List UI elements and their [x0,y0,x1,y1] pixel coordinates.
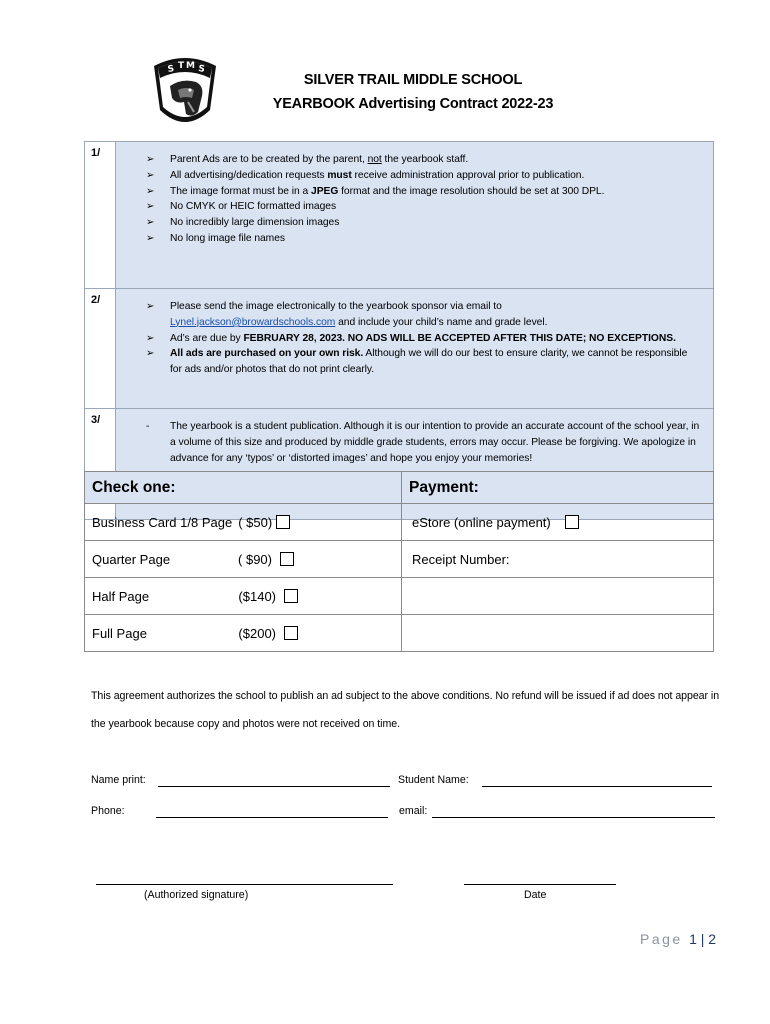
quarter-page-checkbox[interactable] [280,552,294,566]
dash-bullet: - [146,421,150,432]
page-number: Page 1 | 2 [640,931,717,947]
option-quarter-page[interactable] [85,541,402,578]
phone-label: Phone: [91,805,125,817]
list-item: ➢ All ads are purchased on your own risk. Although we will do our best to ensure clarity, we cannot be responsible for ads and/or photos that do not print clearly. [146,348,688,376]
option-label: Business Card 1/8 Page [92,514,233,530]
section-number: 2/ [85,289,116,409]
list-item: ➢ No incredibly large dimension images [170,215,701,231]
arrow-bullet-icon: ➢ [146,185,155,197]
option-price: ($200) [238,625,276,641]
svg-text:M: M [186,61,195,71]
option-label: Half Page [92,588,150,604]
svg-text:S: S [197,64,206,75]
check-one-header: Check one: [85,472,402,504]
authorized-signature-caption: (Authorized signature) [144,889,249,901]
payment-blank-cell [402,578,714,615]
rules-section-2 [85,289,714,409]
option-half-page[interactable] [85,578,402,615]
section-number: 3/ [85,409,116,520]
date-caption: Date [524,889,547,901]
estore-checkbox[interactable] [565,515,579,529]
svg-text:S: S [167,64,175,75]
ad-selection-table [84,471,714,652]
option-price: ( $90) [238,551,272,567]
school-name: SILVER TRAIL MIDDLE SCHOOL [303,72,523,88]
half-page-checkbox[interactable] [284,589,298,603]
phone-line[interactable] [156,817,388,818]
list-item: - The yearbook is a student publication. Although it is our intention to provide an accurate account of the school year, in a volume of this size and produced by middle grade students, errors may occur. Please be forgiving. We apologize in advance for any ‘typos’ or ‘distorted images’ and hope you enjoy your memories! [146,421,700,464]
svg-text:T: T [178,61,185,71]
arrow-bullet-icon: ➢ [146,201,155,213]
email-label: email: [399,805,428,817]
option-price: ( $50) [238,514,273,530]
list-item: ➢ Ad’s are due by FEBRUARY 28, 2023. NO ADS WILL BE ACCEPTED AFTER THIS DATE; NO EXCEPTIONS. [170,331,701,347]
estore-label: eStore (online payment) [412,514,551,530]
arrow-bullet-icon: ➢ [146,217,155,229]
business-card-checkbox[interactable] [276,515,290,529]
list-item: ➢ Please send the image electronically to the yearbook sponsor via email to Lynel.jackson@browardschools.com and include your child’s name and grade level. [146,301,548,328]
option-price: ($140) [238,588,276,604]
option-full-page[interactable] [85,615,402,652]
name-print-line[interactable] [158,786,390,787]
receipt-number-field[interactable] [402,541,714,578]
full-page-checkbox[interactable] [284,626,298,640]
sponsor-email-link[interactable]: Lynel.jackson@browardschools.com [170,316,336,328]
payment-header: Payment: [402,472,714,504]
arrow-bullet-icon: ➢ [146,332,155,344]
arrow-bullet-icon: ➢ [146,232,155,244]
arrow-bullet-icon: ➢ [146,348,155,360]
receipt-number-label: Receipt Number: [412,551,510,567]
date-line[interactable] [464,884,616,885]
rules-table [84,141,714,520]
email-line[interactable] [432,817,715,818]
arrow-bullet-icon: ➢ [146,154,155,165]
option-business-card[interactable] [85,504,402,541]
payment-blank-cell [402,615,714,652]
list-item: ➢ No long image file names [170,231,701,247]
list-item: ➢ The image format must be in a JPEG format and the image resolution should be set at 300 DPL. [170,184,701,200]
option-label: Quarter Page [92,551,171,567]
estore-option[interactable] [402,504,714,541]
list-item: ➢ All advertising/dedication requests must receive administration approval prior to publication. [170,168,701,184]
student-name-label: Student Name: [398,774,469,786]
rules-section-1 [85,142,714,289]
arrow-bullet-icon: ➢ [146,301,155,312]
authorized-signature-line[interactable] [96,884,393,885]
arrow-bullet-icon: ➢ [146,169,155,181]
stms-mustang-logo-icon [148,52,222,132]
student-name-line[interactable] [482,786,712,787]
agreement-text: This agreement authorizes the school to publish an ad subject to the above conditions. No refund will be issued if ad does not appear in the yearbook because copy and photos were not received on time. [91,690,720,730]
option-label: Full Page [92,625,147,641]
list-item: ➢ Parent Ads are to be created by the parent, not the yearbook staff. [170,152,701,168]
list-item: ➢ No CMYK or HEIC formatted images [170,199,701,215]
name-print-label: Name print: [91,774,146,786]
section-number: 1/ [85,142,116,289]
contract-title: YEARBOOK Advertising Contract 2022-23 [272,96,554,112]
